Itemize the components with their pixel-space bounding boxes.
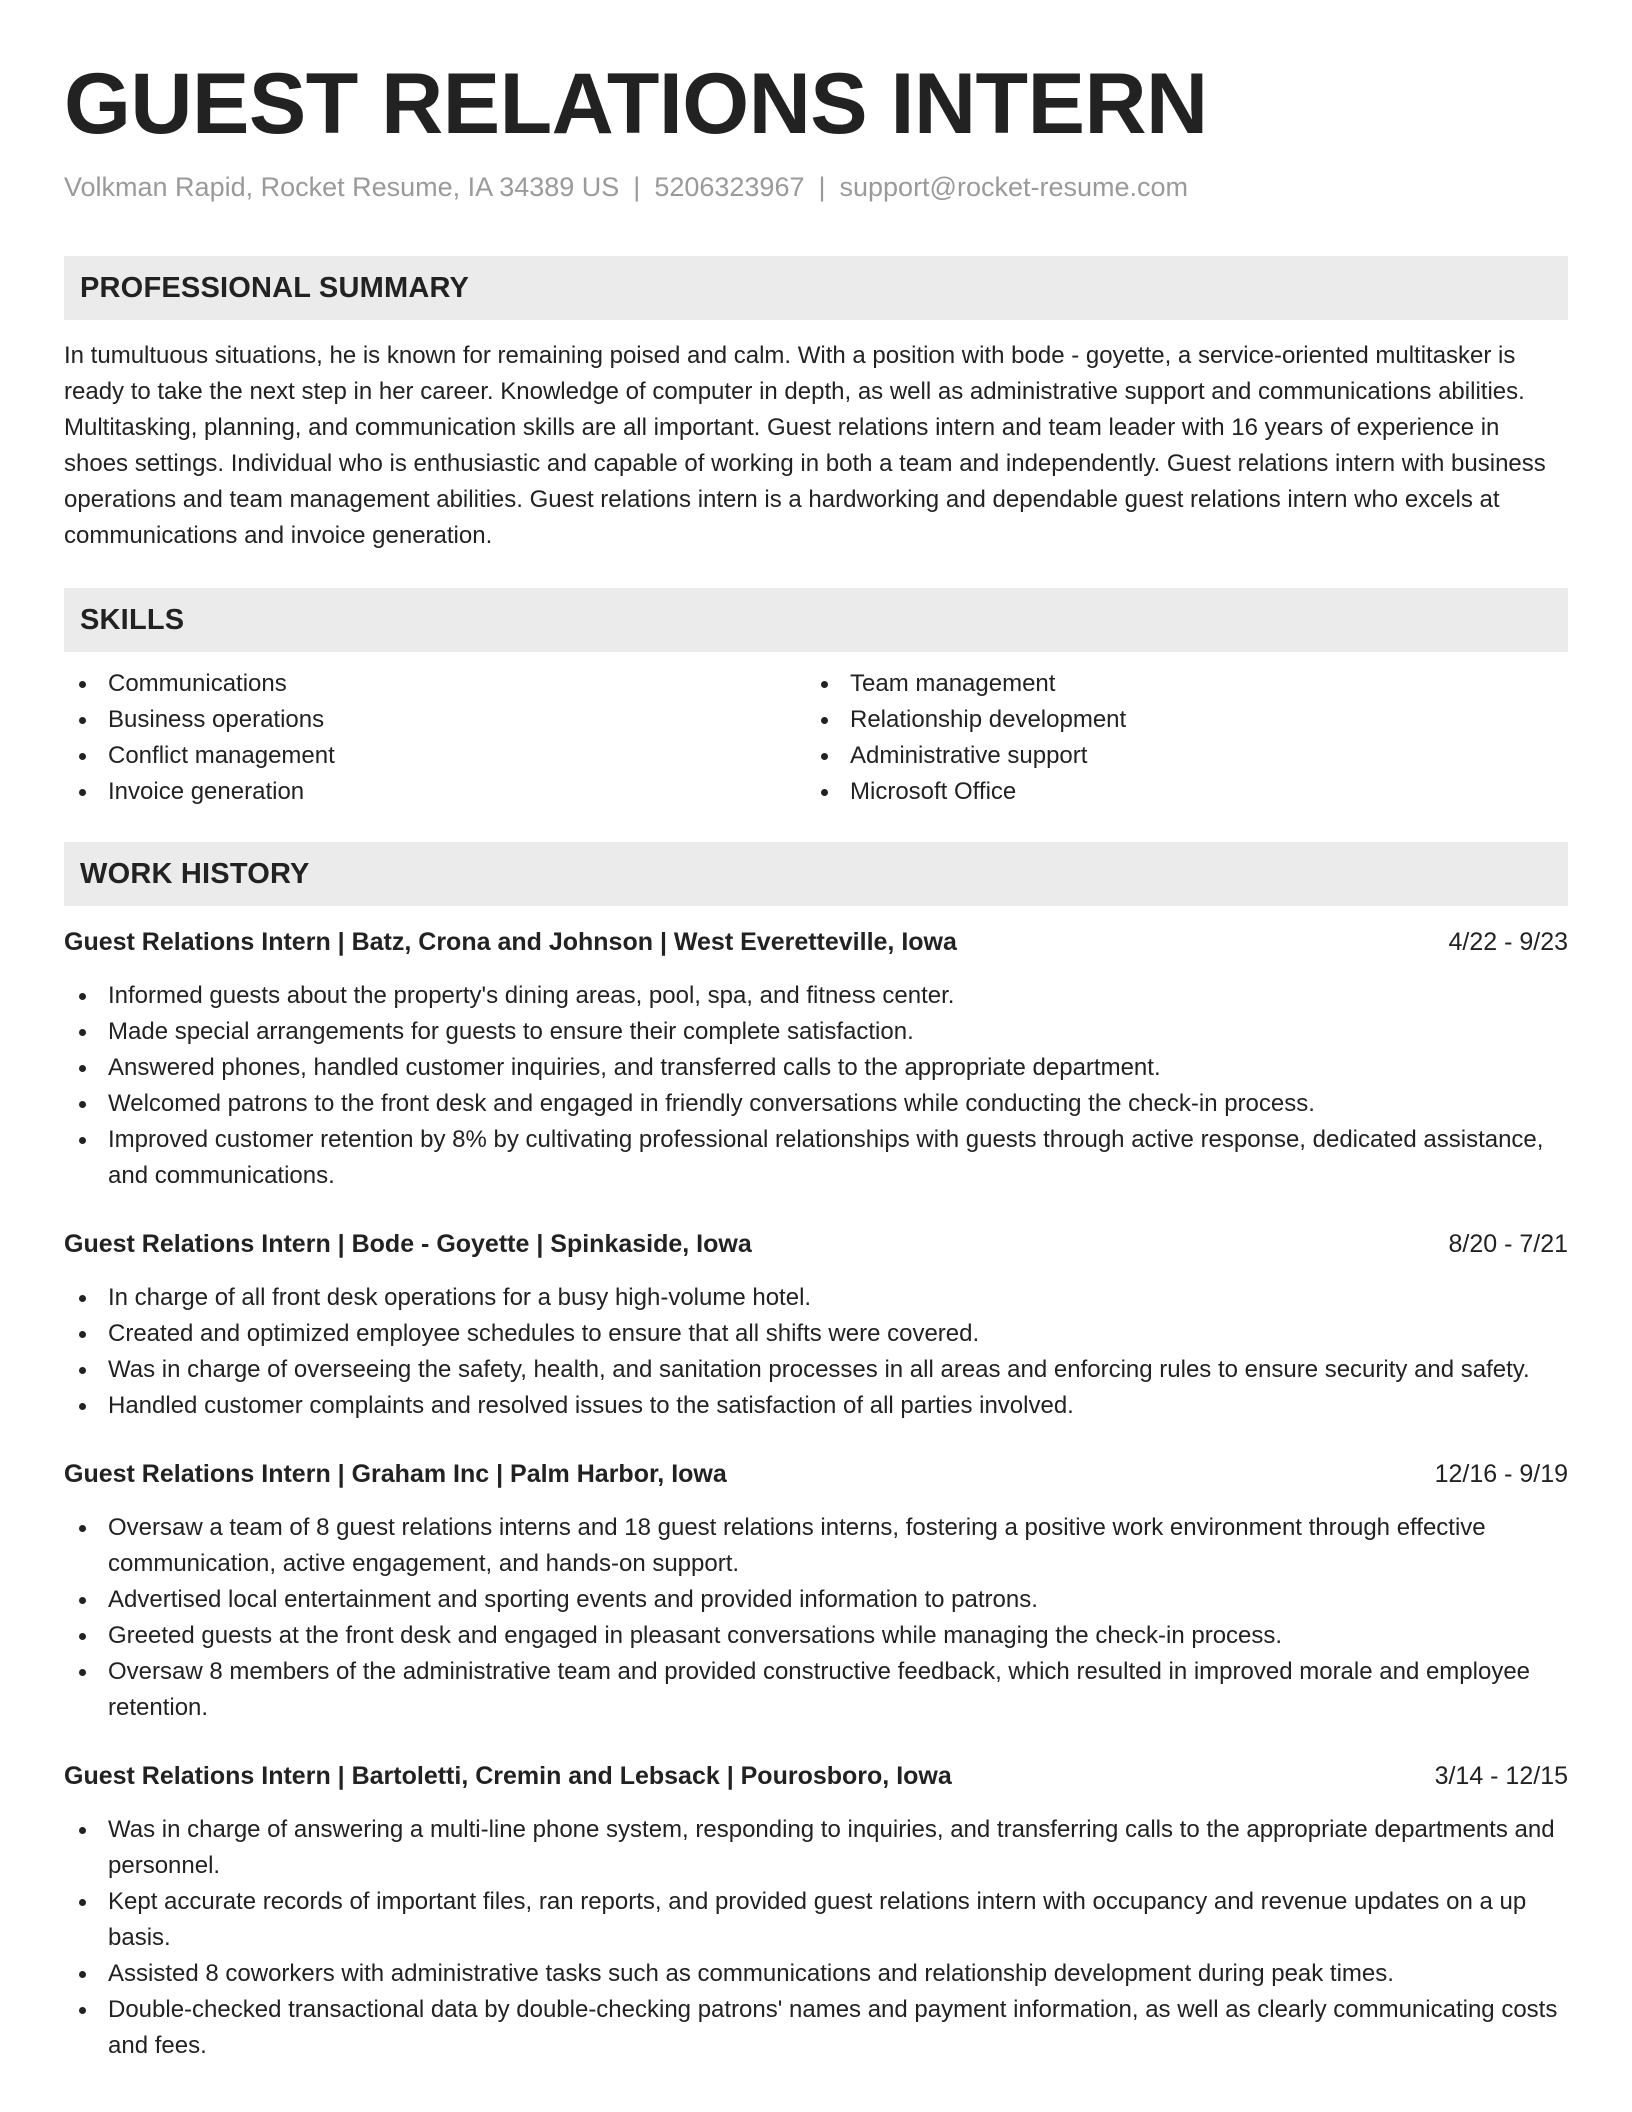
job-bullet: Oversaw a team of 8 guest relations interns and 18 guest relations interns, fostering a positive work environment through effective communication, active engagement, and hands-on support.: [64, 1510, 1568, 1582]
skill-item: Conflict management: [64, 738, 806, 774]
skill-item: Relationship development: [806, 702, 1548, 738]
skills-heading: SKILLS: [80, 603, 185, 636]
job-bullets: [64, 1812, 1568, 2064]
job-entry: [64, 1226, 1568, 1424]
job-header: [64, 1456, 1568, 1492]
contact-address: Volkman Rapid, Rocket Resume, IA 34389 US: [64, 172, 620, 202]
job-bullet: Was in charge of answering a multi-line phone system, responding to inquiries, and transferring calls to the appropriate departments and personnel.: [64, 1812, 1568, 1884]
summary-text: In tumultuous situations, he is known for remaining poised and calm. With a position with bode - goyette, a service-oriented multitasker is ready to take the next step in her career. Knowledge of computer in depth, as well as administrative support and communications abilities. Multitasking, planning, and communication skills are all important. Guest relations intern and team leader with 16 years of experience in shoes settings. Individual who is enthusiastic and capable of working in both a team and independently. Guest relations intern with business operations and team management abilities. Guest relations intern is a hardworking and dependable guest relations intern who excels at communications and invoice generation.: [64, 342, 1546, 549]
work-history-section-header: [64, 842, 1568, 906]
job-bullet: Advertised local entertainment and sporting events and provided information to patrons.: [64, 1582, 1568, 1618]
contact-line: [64, 170, 1568, 204]
job-bullets: [64, 1280, 1568, 1424]
skills-column-right: [806, 666, 1548, 810]
summary-heading: PROFESSIONAL SUMMARY: [80, 271, 470, 304]
job-header: [64, 1226, 1568, 1262]
job-bullet: Improved customer retention by 8% by cultivating professional relationships with guests through active response, dedicated assistance, and communications.: [64, 1122, 1568, 1194]
job-header: [64, 1758, 1568, 1794]
skill-item: Team management: [806, 666, 1548, 702]
job-bullet: Greeted guests at the front desk and engaged in pleasant conversations while managing the check-in process.: [64, 1618, 1568, 1654]
job-bullet: Oversaw 8 members of the administrative team and provided constructive feedback, which resulted in improved morale and employee retention.: [64, 1654, 1568, 1726]
contact-phone: 5206323967: [654, 172, 805, 202]
contact-separator: |: [818, 172, 826, 202]
job-bullet: Answered phones, handled customer inquiries, and transferred calls to the appropriate department.: [64, 1050, 1568, 1086]
job-bullet: Kept accurate records of important files, ran reports, and provided guest relations intern with occupancy and revenue updates on a up basis.: [64, 1884, 1568, 1956]
job-bullet: Informed guests about the property's dining areas, pool, spa, and fitness center.: [64, 978, 1568, 1014]
contact-separator: |: [633, 172, 641, 202]
job-title: Guest Relations Intern | Bode - Goyette | Spinkaside, Iowa: [64, 1230, 752, 1258]
skill-item: Communications: [64, 666, 806, 702]
job-entry: [64, 924, 1568, 1194]
job-bullet: Double-checked transactional data by double-checking patrons' names and payment information, as well as clearly communicating costs and fees.: [64, 1992, 1568, 2064]
job-entry: [64, 1456, 1568, 1726]
job-bullet: Created and optimized employee schedules to ensure that all shifts were covered.: [64, 1316, 1568, 1352]
job-title: Guest Relations Intern | Batz, Crona and Johnson | West Everetteville, Iowa: [64, 928, 957, 956]
skill-item: Microsoft Office: [806, 774, 1548, 810]
work-history-heading: WORK HISTORY: [80, 857, 310, 890]
job-dates: 12/16 - 9/19: [1434, 1460, 1568, 1488]
job-bullet: In charge of all front desk operations for a busy high-volume hotel.: [64, 1280, 1568, 1316]
job-bullet: Made special arrangements for guests to ensure their complete satisfaction.: [64, 1014, 1568, 1050]
job-bullet: Welcomed patrons to the front desk and engaged in friendly conversations while conducting the check-in process.: [64, 1086, 1568, 1122]
job-dates: 4/22 - 9/23: [1448, 928, 1568, 956]
job-entry: [64, 1758, 1568, 2064]
contact-email: support@rocket-resume.com: [839, 172, 1189, 202]
skill-item: Invoice generation: [64, 774, 806, 810]
job-bullet: Was in charge of overseeing the safety, health, and sanitation processes in all areas and enforcing rules to ensure security and safety.: [64, 1352, 1568, 1388]
job-title: Guest Relations Intern | Graham Inc | Palm Harbor, Iowa: [64, 1460, 727, 1488]
job-bullet: Assisted 8 coworkers with administrative tasks such as communications and relationship development during peak times.: [64, 1956, 1568, 1992]
skills-list: [64, 666, 1568, 810]
job-bullets: [64, 978, 1568, 1194]
resume-title: GUEST RELATIONS INTERN: [64, 56, 1208, 152]
skills-column-left: [64, 666, 806, 810]
skills-section-header: [64, 588, 1568, 652]
job-dates: 8/20 - 7/21: [1448, 1230, 1568, 1258]
job-dates: 3/14 - 12/15: [1434, 1762, 1568, 1790]
summary-section-header: [64, 256, 1568, 320]
job-title: Guest Relations Intern | Bartoletti, Cremin and Lebsack | Pourosboro, Iowa: [64, 1762, 952, 1790]
skill-item: Business operations: [64, 702, 806, 738]
job-bullets: [64, 1510, 1568, 1726]
skill-item: Administrative support: [806, 738, 1548, 774]
job-header: [64, 924, 1568, 960]
job-bullet: Handled customer complaints and resolved issues to the satisfaction of all parties involved.: [64, 1388, 1568, 1424]
